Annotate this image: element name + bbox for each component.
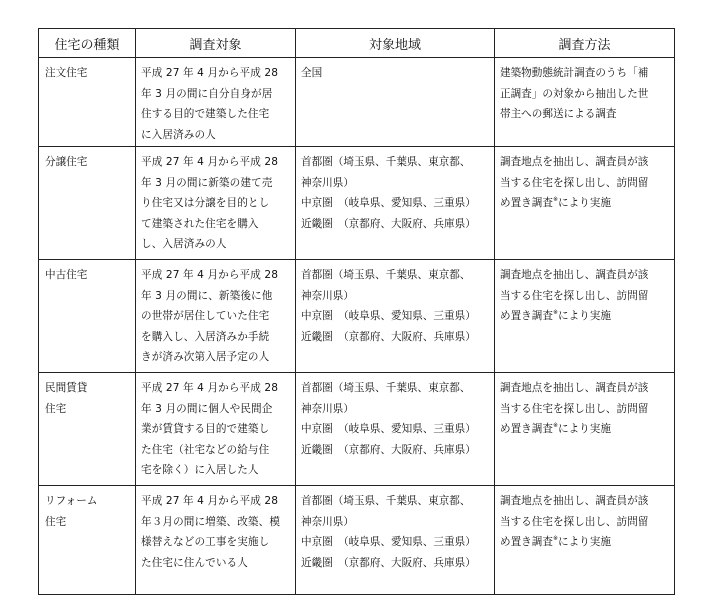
- cell-line: 平成 27 年 4 月から平成 28: [141, 269, 279, 281]
- cell-line: に入居済みの人: [141, 128, 216, 141]
- cell-line: 神奈川県）: [301, 402, 354, 415]
- table-row-used-home: [39, 260, 675, 373]
- cell-line: 住する目的で建築した住宅: [141, 108, 270, 121]
- cell-type: [39, 58, 136, 147]
- cell-line: 分譲住宅: [45, 156, 88, 168]
- cell-target: [136, 260, 296, 373]
- cell-line: 近畿圏 （京都府、大阪府、兵庫県）: [301, 217, 476, 230]
- cell-line-with-note: [500, 193, 669, 214]
- survey-table: [38, 28, 675, 595]
- cell-line: の世帯が居住していた住宅: [141, 310, 270, 323]
- cell-method: [495, 260, 675, 373]
- method-text: め置き調査: [500, 310, 553, 323]
- cell-line: 業が賃貸する目的で建築し: [141, 423, 270, 436]
- cell-line: 正調査」の対象から抽出した世: [500, 87, 649, 100]
- cell-target: [136, 147, 296, 260]
- cell-method: [495, 147, 675, 260]
- header-method: 調査方法: [495, 29, 675, 58]
- cell-line: 神奈川県）: [301, 176, 354, 189]
- header-row: [39, 29, 675, 58]
- footnote-mark: ※: [552, 309, 558, 317]
- table-row-custom-home: [39, 58, 675, 147]
- footnote-mark: ※: [552, 196, 558, 204]
- cell-line: 調査地点を抽出し、調査員が該: [500, 156, 649, 168]
- table-row-renovation: [39, 486, 675, 595]
- cell-line: 様替えなどの工事を実施し: [141, 536, 270, 549]
- cell-line: 首都圏（埼玉県、千葉県、東京都、: [301, 269, 471, 281]
- cell-line: 調査地点を抽出し、調査員が該: [500, 269, 649, 281]
- method-tail: により実施: [558, 536, 611, 549]
- footnote-mark: ※: [552, 422, 558, 430]
- footnote-mark: ※: [552, 535, 558, 543]
- cell-line: 平成 27 年 4 月から平成 28: [141, 495, 279, 507]
- cell-line: 住宅: [45, 515, 67, 528]
- cell-line: 住宅: [45, 402, 67, 415]
- cell-line: り住宅又は分譲を目的とし: [141, 197, 270, 210]
- method-tail: により実施: [558, 423, 611, 436]
- cell-type: [39, 260, 136, 373]
- cell-line: 首都圏（埼玉県、千葉県、東京都、: [301, 495, 471, 507]
- cell-line: 首都圏（埼玉県、千葉県、東京都、: [301, 382, 471, 394]
- cell-line: 当する住宅を探し出し、訪問留: [500, 176, 649, 189]
- cell-target: [136, 58, 296, 147]
- cell-line: 帯主への郵送による調査: [500, 108, 617, 121]
- method-tail: により実施: [558, 197, 611, 210]
- cell-target: [136, 486, 296, 595]
- cell-area: [296, 486, 495, 595]
- cell-line: リフォーム: [45, 495, 98, 507]
- cell-line: 中古住宅: [45, 269, 88, 281]
- cell-method: [495, 486, 675, 595]
- method-tail: により実施: [558, 310, 611, 323]
- cell-line: きが済み次第入居予定の人: [141, 351, 270, 364]
- method-text: め置き調査: [500, 536, 553, 549]
- cell-line: 近畿圏 （京都府、大阪府、兵庫県）: [301, 443, 476, 456]
- cell-area: [296, 147, 495, 260]
- cell-line: 中京圏 （岐阜県、愛知県、三重県）: [301, 197, 476, 210]
- cell-line: た住宅に住んでいる人: [141, 556, 248, 569]
- cell-line: 年 3 月の間に自分自身が居: [141, 87, 273, 100]
- method-text: め置き調査: [500, 197, 553, 210]
- cell-type: [39, 486, 136, 595]
- cell-line: 民間賃貸: [45, 382, 88, 394]
- cell-line: し、入居済みの人: [141, 238, 227, 251]
- cell-line: 当する住宅を探し出し、訪問留: [500, 515, 649, 528]
- cell-line: 近畿圏 （京都府、大阪府、兵庫県）: [301, 330, 476, 343]
- cell-line-with-note: [500, 532, 669, 553]
- cell-line: 首都圏（埼玉県、千葉県、東京都、: [301, 156, 471, 168]
- table-row-private-rental: [39, 373, 675, 486]
- cell-line: 中京圏 （岐阜県、愛知県、三重県）: [301, 310, 476, 323]
- cell-method: [495, 58, 675, 147]
- cell-line: 注文住宅: [45, 67, 88, 79]
- cell-target: [136, 373, 296, 486]
- method-text: め置き調査: [500, 423, 553, 436]
- cell-line: て建築された住宅を購入: [141, 217, 259, 230]
- cell-line: 調査地点を抽出し、調査員が該: [500, 382, 649, 394]
- cell-line: 年３月の間に増築、改築、模: [141, 515, 281, 528]
- cell-line: 宅を除く）に入居した人: [141, 464, 259, 477]
- header-area: 対象地域: [296, 29, 495, 58]
- cell-type: [39, 373, 136, 486]
- cell-line: 中京圏 （岐阜県、愛知県、三重県）: [301, 423, 476, 436]
- cell-line: 平成 27 年 4 月から平成 28: [141, 156, 279, 168]
- cell-line: 年 3 月の間に新築の建て売: [141, 176, 273, 189]
- cell-line: 近畿圏 （京都府、大阪府、兵庫県）: [301, 556, 476, 569]
- cell-line: 平成 27 年 4 月から平成 28: [141, 382, 279, 394]
- cell-type: [39, 147, 136, 260]
- cell-line: 全国: [301, 67, 323, 79]
- cell-line: を購入し、入居済みか手続: [141, 330, 270, 343]
- cell-line: 中京圏 （岐阜県、愛知県、三重県）: [301, 536, 476, 549]
- cell-line: 建築物動態統計調査のうち「補: [500, 67, 649, 79]
- cell-line: 神奈川県）: [301, 515, 354, 528]
- cell-area: [296, 373, 495, 486]
- cell-line: 神奈川県）: [301, 289, 354, 302]
- cell-line: 当する住宅を探し出し、訪問留: [500, 289, 649, 302]
- header-target: 調査対象: [136, 29, 296, 58]
- cell-line: 調査地点を抽出し、調査員が該: [500, 495, 649, 507]
- cell-line-with-note: [500, 419, 669, 440]
- cell-method: [495, 373, 675, 486]
- cell-area: [296, 260, 495, 373]
- cell-line: 年 3 月の間に個人や民間企: [141, 402, 273, 415]
- table-row-condo-for-sale: [39, 147, 675, 260]
- cell-line: た住宅（社宅などの給与住: [141, 443, 270, 456]
- cell-line-with-note: [500, 306, 669, 327]
- cell-line: 平成 27 年 4 月から平成 28: [141, 67, 279, 79]
- header-type: 住宅の種類: [39, 29, 136, 58]
- cell-area: [296, 58, 495, 147]
- cell-line: 当する住宅を探し出し、訪問留: [500, 402, 649, 415]
- cell-line: 年 3 月の間に、新築後に他: [141, 289, 273, 302]
